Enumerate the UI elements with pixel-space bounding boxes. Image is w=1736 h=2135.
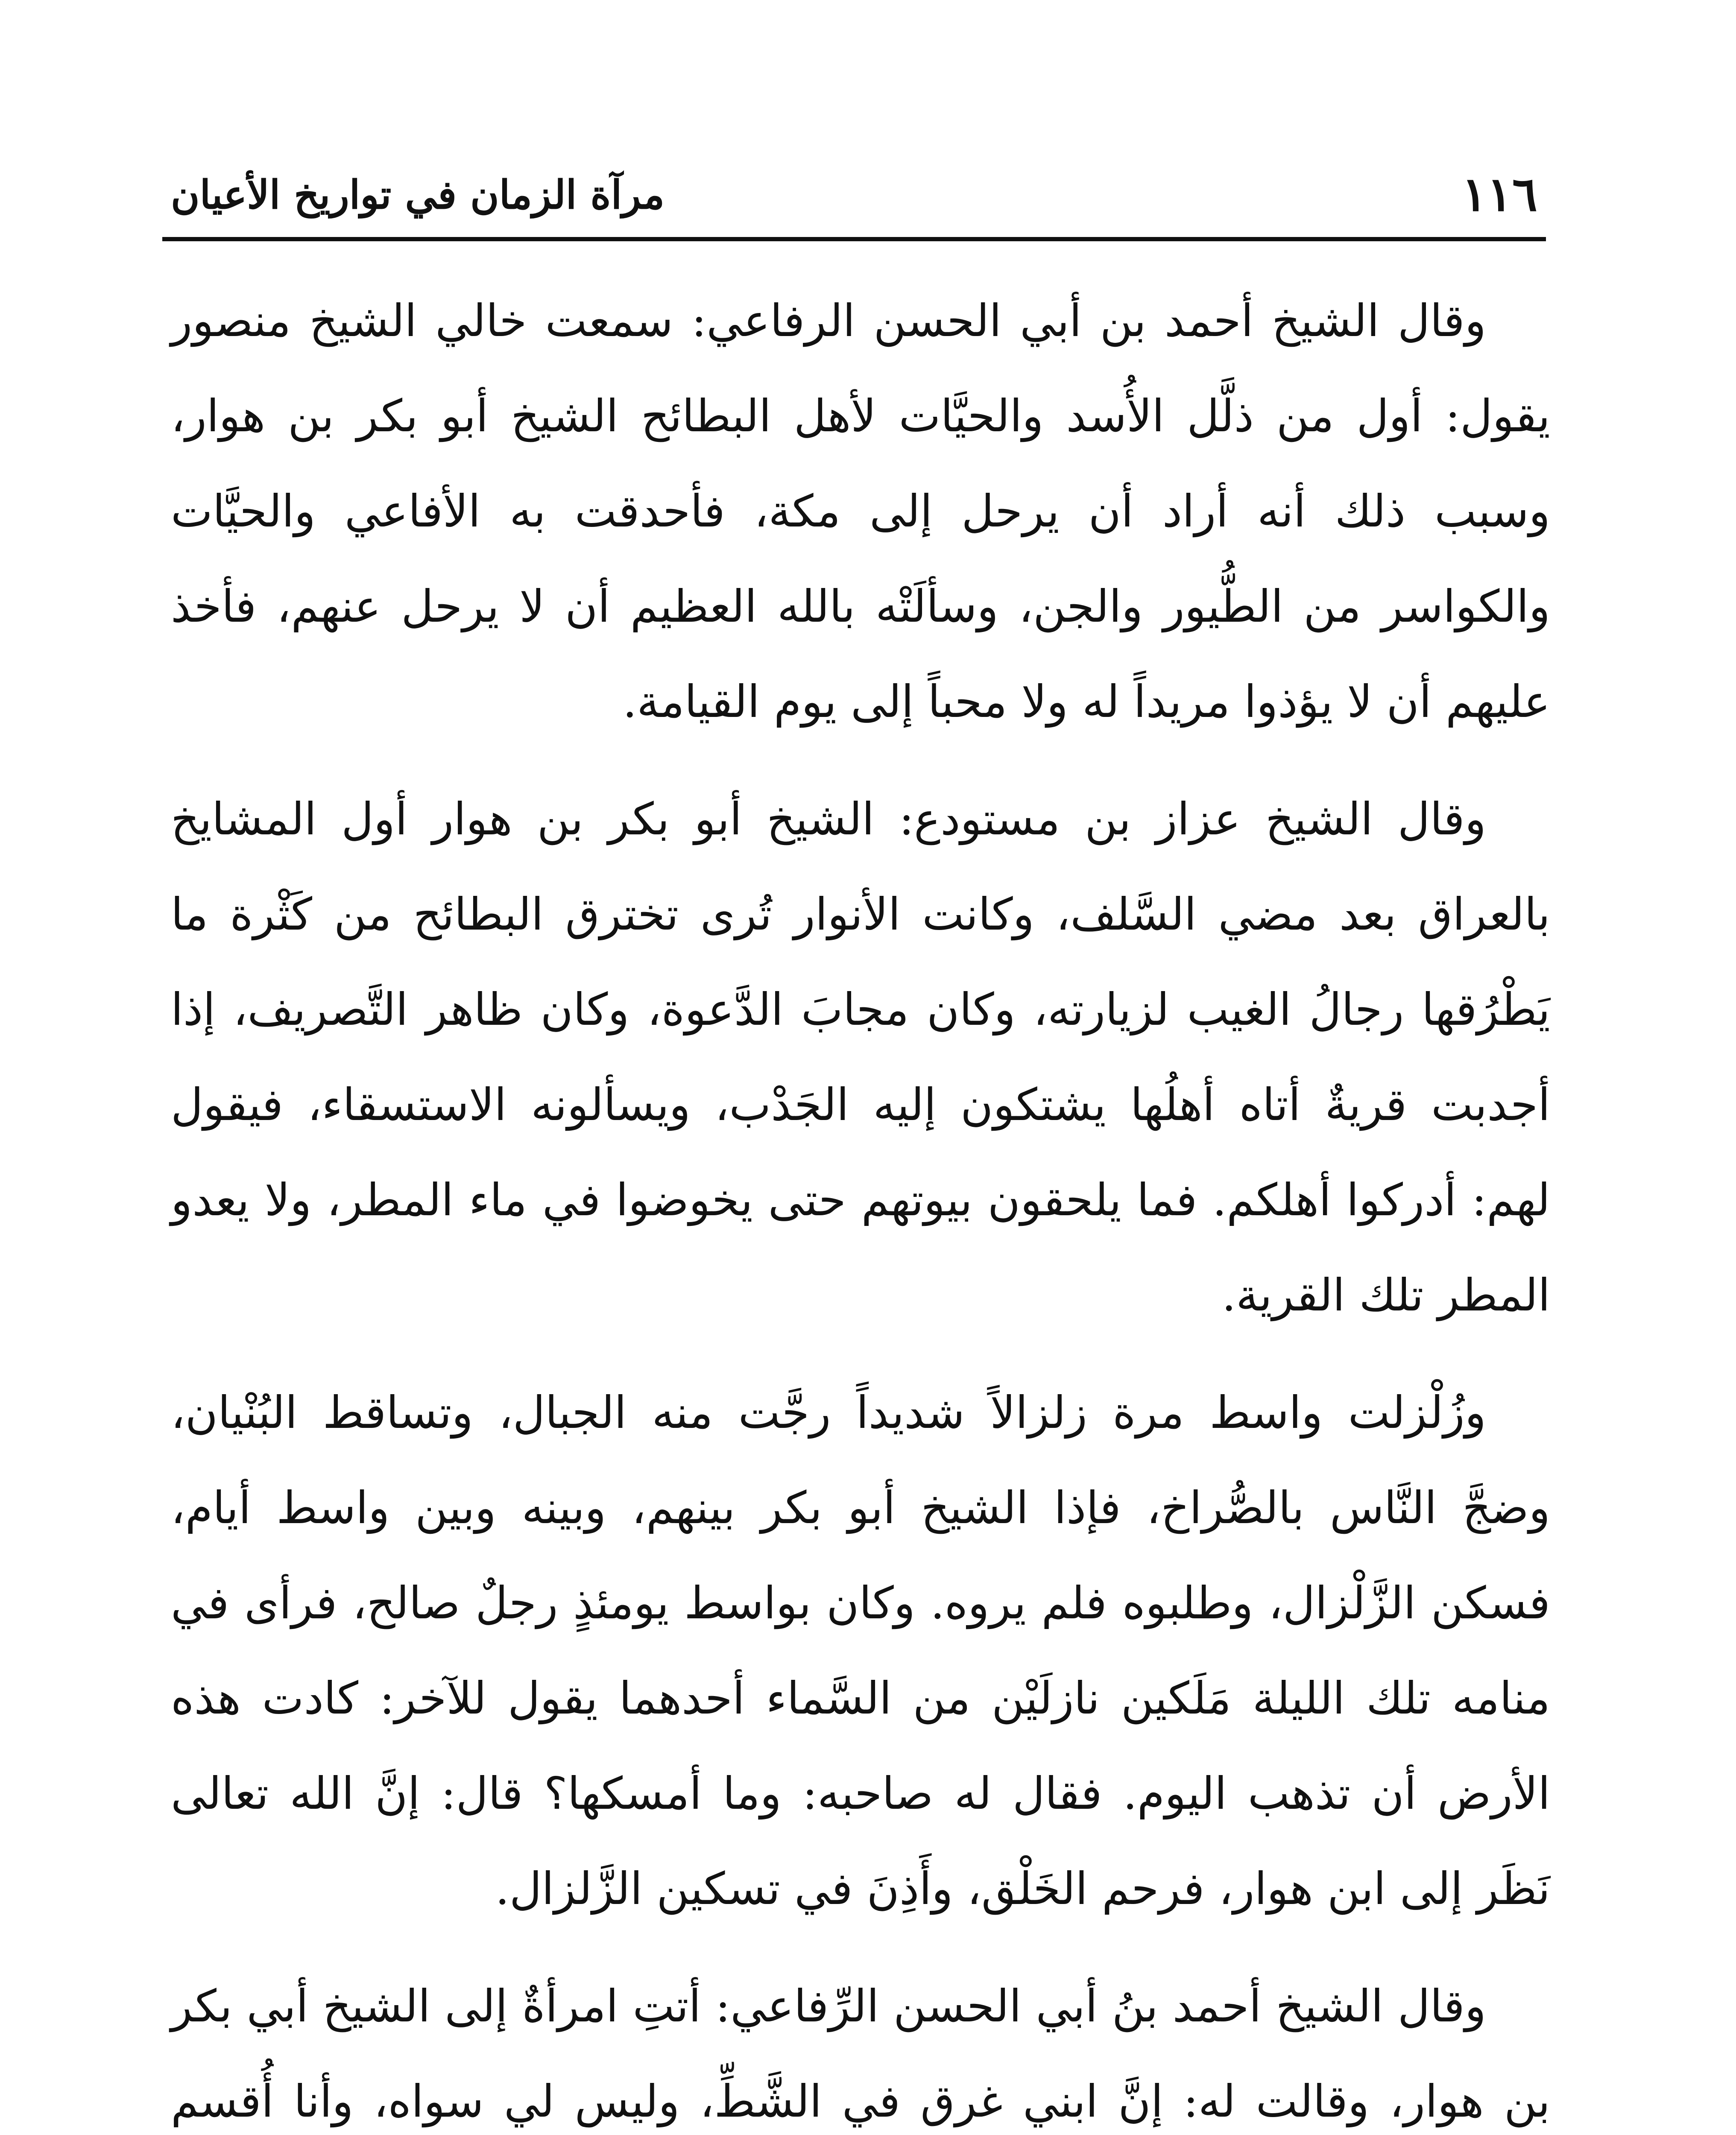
paragraph: وقال الشيخ أحمد بن أبي الحسن الرفاعي: سمعت خالي الشيخ منصور يقول: أول من ذلَّل الأُسد والحيَّات لأهل البطائح الشيخ أبو بكر بن هوار، وسبب ذلك أنه أراد أن يرحل إلى مكة، فأحدقت به الأفاعي والحيَّات والكواسر من الطُّيور والجن، وسألَتْه بالله العظيم أن لا يرحل عنهم، فأخذ عليهم أن لا يؤذوا مريداً له ولا محباً إلى يوم القيامة.: [171, 295, 1550, 728]
paragraph: وقال الشيخ أحمد بنُ أبي الحسن الرِّفاعي: أتتِ امرأةٌ إلى الشيخ أبي بكر بن هوار، وقالت له: إنَّ ابني غرق في الشَّطِّ، وليس لي سواه، وأنا أُقسم: [171, 1980, 1550, 2127]
page-header: [162, 154, 1546, 239]
paragraph: وزُلْزلت واسط مرة زلزالاً شديداً رجَّت منه الجبال، وتساقط البُنْيان، وضجَّ النَّاس بالصُّراخ، فإذا الشيخ أبو بكر بينهم، وبينه وبين واسط أيام، فسكن الزَّلْزال، وطلبوه فلم يروه. وكان بواسط يومئذٍ رجلٌ صالح، فرأى في منامه تلك الليلة مَلَكين نازلَيْن من السَّماء أحدهما يقول للآخر: كادت هذه الأرض أن تذهب اليوم. فقال له صاحبه: وما أمسكها؟ قال: إنَّ الله تعالى نَظَر إلى ابن هوار، فرحم الخَلْق، وأَذِنَ في تسكين الزَّلزال.: [171, 1386, 1550, 1915]
paragraph: وقال الشيخ عزاز بن مستودع: الشيخ أبو بكر بن هوار أول المشايخ بالعراق بعد مضي السَّلف، وكانت الأنوار تُرى تخترق البطائح من كَثْرة ما يَطْرُقها رجالُ الغيب لزيارته، وكان مجابَ الدَّعوة، وكان ظاهر التَّصريف، إذا أجدبت قريةٌ أتاه أهلُها يشتكون إليه الجَدْب، ويسألونه الاستسقاء، فيقول لهم: أدركوا أهلكم. فما يلحقون بيوتهم حتى يخوضوا في ماء المطر، ولا يعدو المطر تلك القرية.: [171, 793, 1550, 1321]
page-number: ١١٦: [1461, 167, 1537, 222]
page-body: [171, 273, 1550, 2135]
header-rule: [162, 237, 1546, 241]
running-title: مرآة الزمان في تواريخ الأعيان: [171, 172, 665, 218]
